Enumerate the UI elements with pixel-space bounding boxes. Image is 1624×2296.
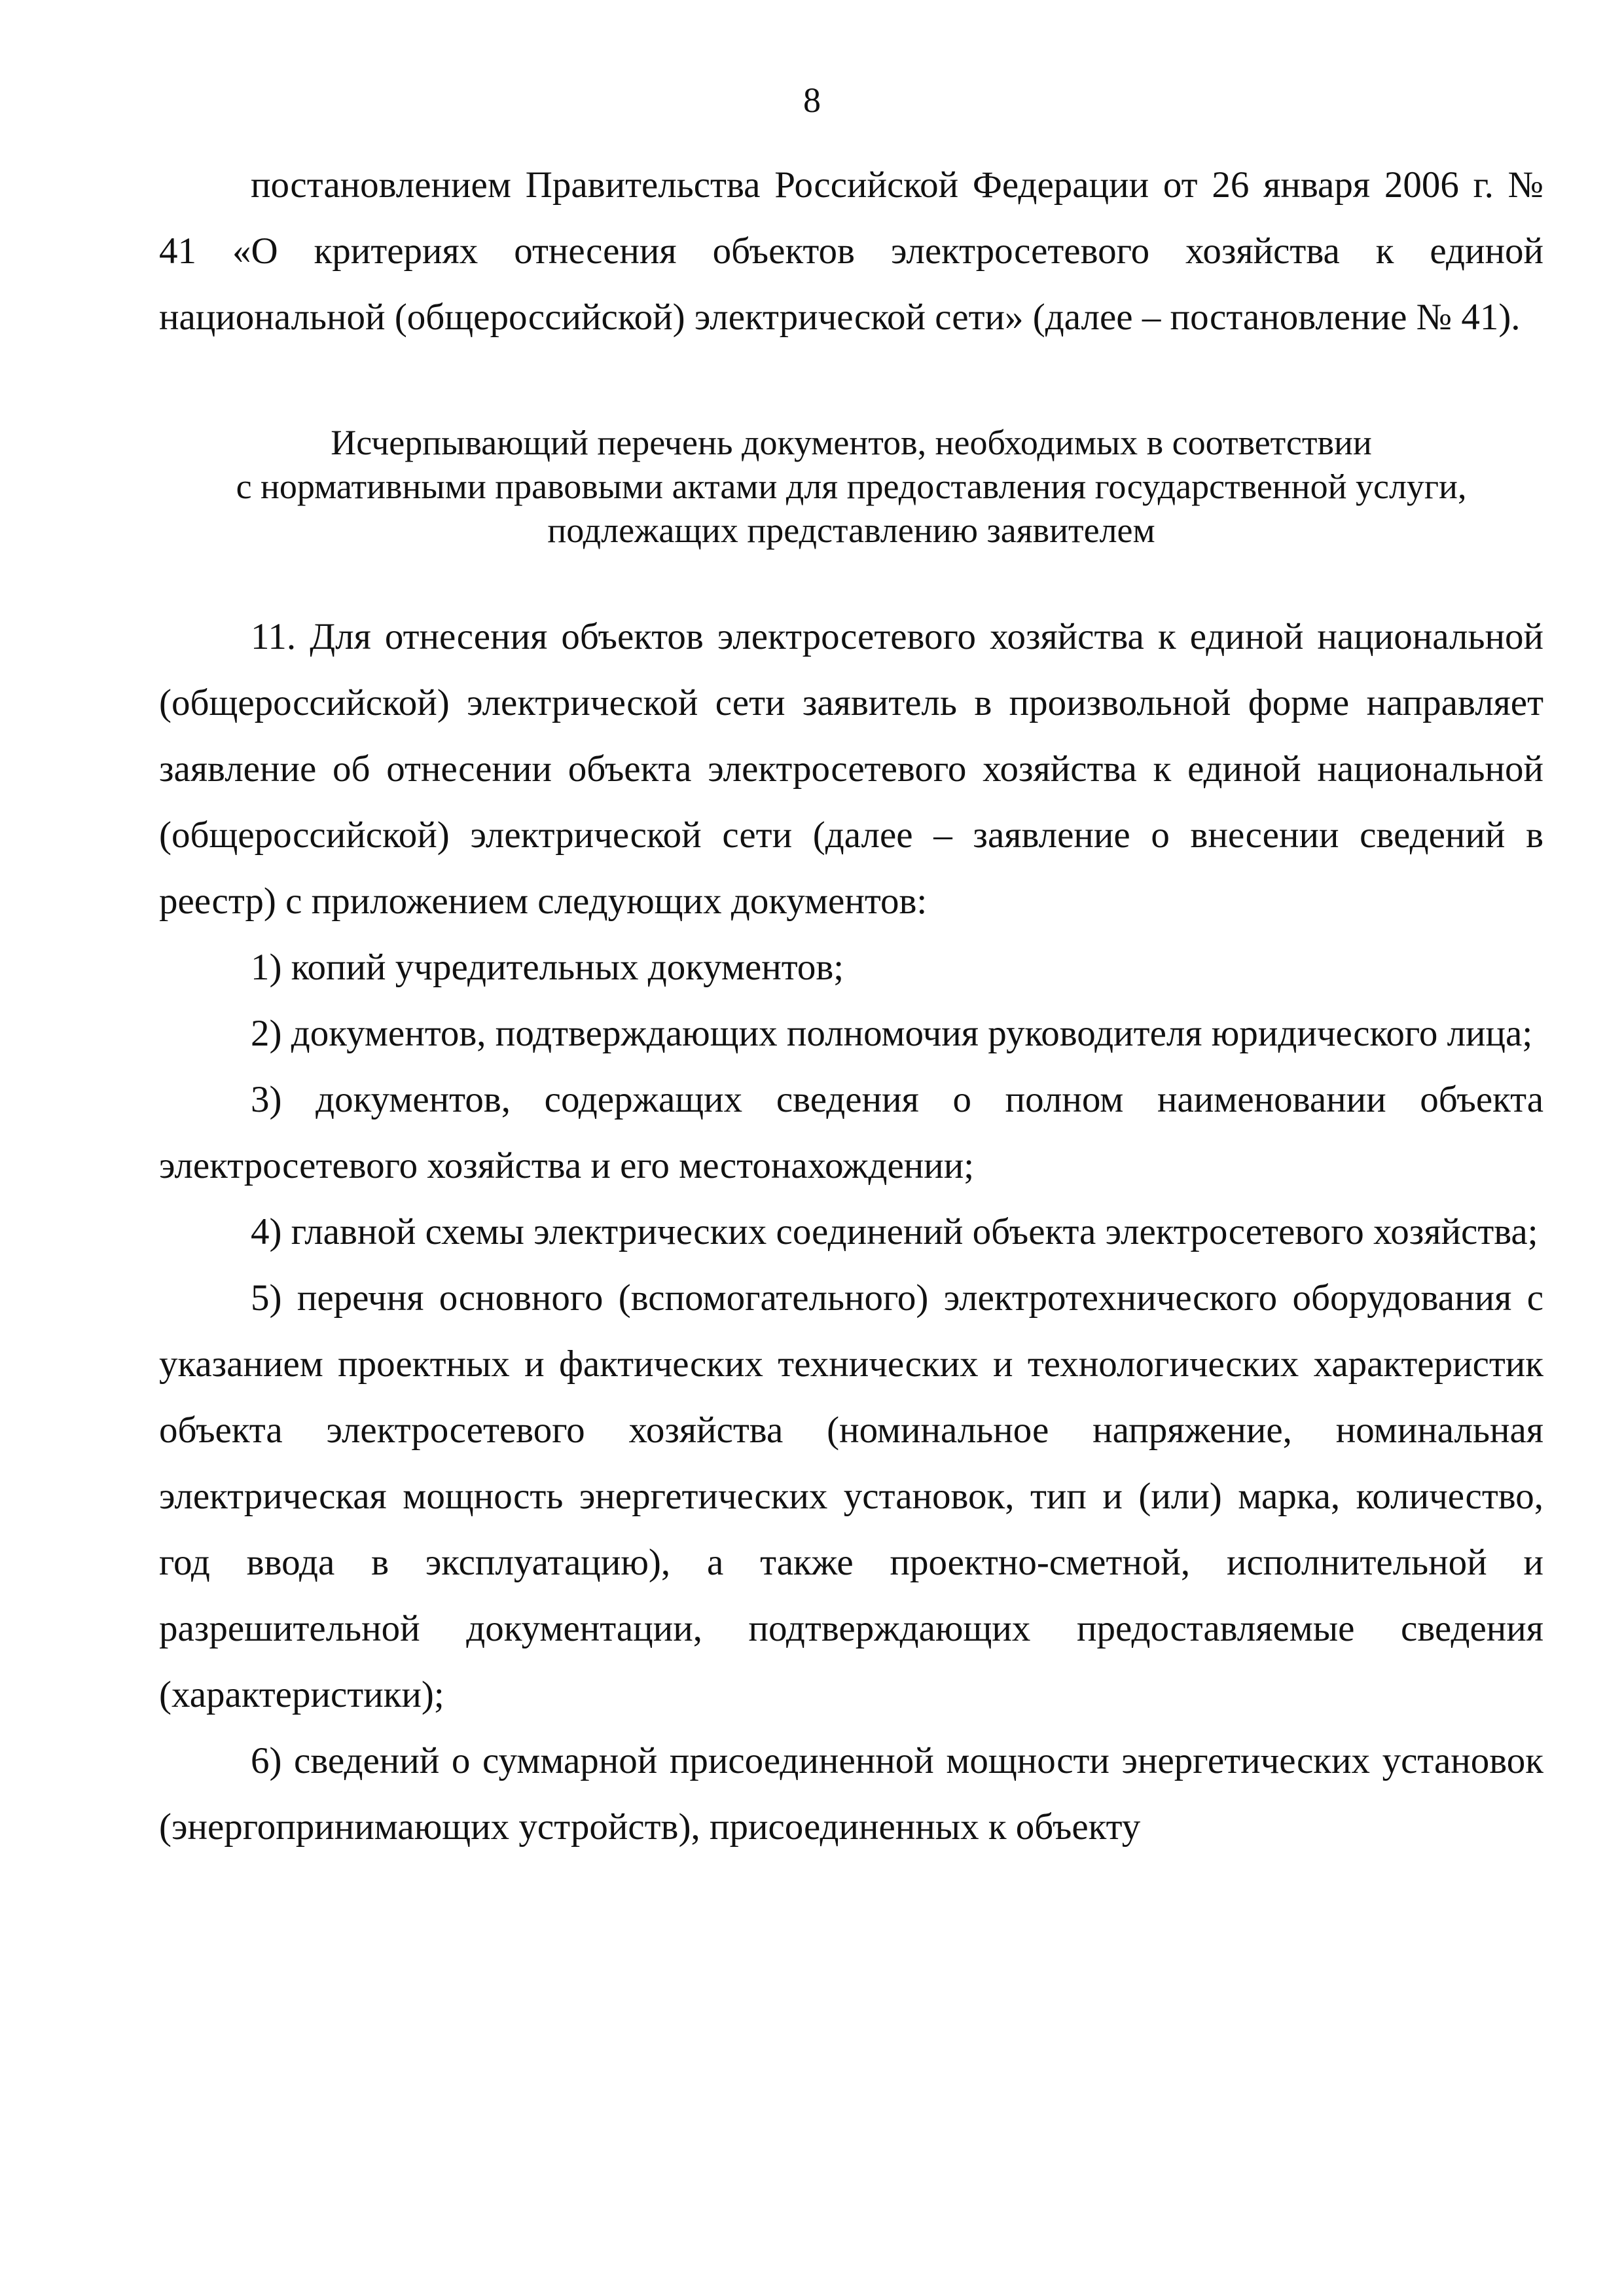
section-heading-line-1: Исчерпывающий перечень документов, необходимых в соответствии: [331, 423, 1372, 462]
list-item-5: 5) перечня основного (вспомогательного) электротехнического оборудования с указанием проектных и фактических технических и технологических характеристик объекта электросетевого хозяйства (номинальное напряжение, номинальная электрическая мощность энергетических установок, тип и (или) марка, количество, год ввода в эксплуатацию), а также проектно-сметной, исполнительной и разрешительной документации, подтверждающих предоставляемые сведения (характеристики);: [159, 1277, 1543, 1715]
section-heading-line-2: с нормативными правовыми актами для предоставления государственной услуги,: [236, 467, 1467, 506]
intro-paragraph: постановлением Правительства Российской Федерации от 26 января 2006 г. № 41 «О критериях отнесения объектов электросетевого хозяйства к единой национальной (общероссийской) электрической сети» (далее – постановление № 41).: [159, 164, 1543, 338]
section-heading: [159, 421, 1543, 553]
document-body: [159, 152, 1543, 1860]
list-item-3: 3) документов, содержащих сведения о полном наименовании объекта электросетевого хозяйства и его местонахождении;: [159, 1079, 1543, 1186]
clause-11-paragraph: 11. Для отнесения объектов электросетевого хозяйства к единой национальной (общероссийской) электрической сети заявитель в произвольной форме направляет заявление об отнесении объекта электросетевого хозяйства к единой национальной (общероссийской) электрической сети (далее – заявление о внесении сведений в реестр) с приложением следующих документов:: [159, 616, 1543, 922]
list-item-1: 1) копий учредительных документов;: [251, 947, 844, 988]
list-item-6: 6) сведений о суммарной присоединенной мощности энергетических установок (энергопринимающих устройств), присоединенных к объекту: [159, 1740, 1543, 1848]
list-item-2: 2) документов, подтверждающих полномочия руководителя юридического лица;: [251, 1013, 1533, 1054]
list-item-4: 4) главной схемы электрических соединений объекта электросетевого хозяйства;: [251, 1211, 1538, 1252]
section-heading-line-3: подлежащих представлению заявителем: [547, 511, 1155, 550]
page-number: 8: [803, 81, 821, 120]
